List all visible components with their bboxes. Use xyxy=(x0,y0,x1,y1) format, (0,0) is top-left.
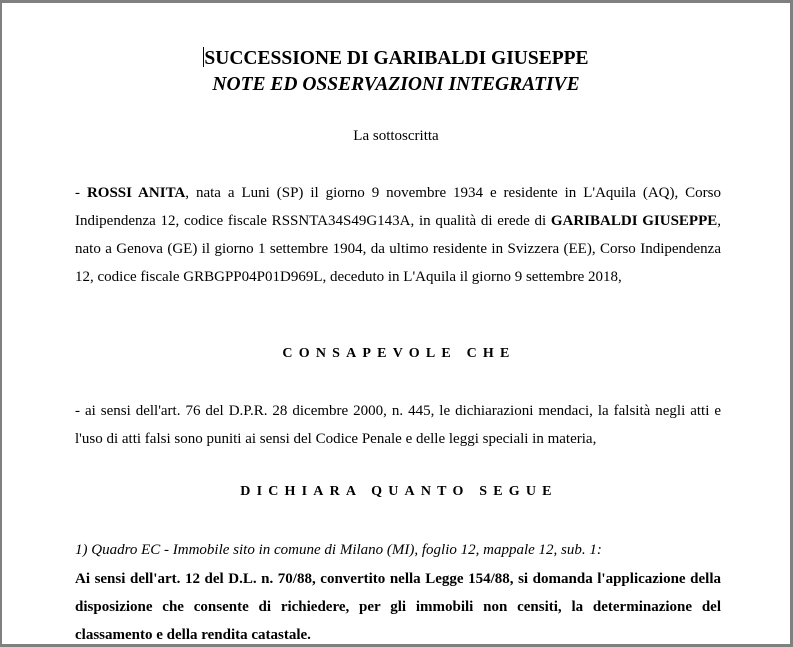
declarant-text-1: , nata a Luni (SP) il giorno 9 novembre 1934 e residente in L'Aquila (AQ), Corso Indipendenza 12, codice fiscale RSSNTA34S49G143A, in qualità di erede di xyxy=(75,185,722,229)
document-title-text: SUCCESSIONE DI GARIBALDI GIUSEPPE xyxy=(204,48,589,69)
deceased-name: GARIBALDI GIUSEPPE xyxy=(550,213,718,229)
item-body: Ai sensi dell'art. 12 del D.L. n. 70/88, convertito nella Legge 154/88, si domanda l'applicazione della disposizione che consente di richiedere, per gli immobili non censiti, la determinazione del classamento e della rendita catastale. xyxy=(75,571,721,643)
heading-dichiara: DICHIARA QUANTO SEGUE xyxy=(240,484,558,499)
declarant-text-2: , nato a Genova (GE) il giorno 1 settembre 1904, da ultimo residente in Svizzera (EE), Corso Indipendenza 12, codice fiscale GRBGPP04P01D969L, deceduto in L'Aquila il giorno 9 settembre 2018, xyxy=(75,213,722,285)
declarant-prefix: - xyxy=(75,185,87,201)
declarant-paragraph xyxy=(75,179,721,291)
declarant-name: ROSSI ANITA xyxy=(86,185,186,201)
item-header: 1) Quadro EC - Immobile sito in comune di Milano (MI), foglio 12, mappale 12, sub. 1: xyxy=(75,542,602,558)
heading-consapevole-che: CONSAPEVOLE CHE xyxy=(282,346,516,361)
document-subtitle: NOTE ED OSSERVAZIONI INTEGRATIVE xyxy=(212,74,580,95)
awareness-paragraph: - ai sensi dell'art. 76 del D.P.R. 28 dicembre 2000, n. 445, le dichiarazioni mendaci, la falsità negli atti e l'uso di atti falsi sono puniti ai sensi del Codice Penale e delle leggi speciali in materia, xyxy=(75,403,721,447)
intro-text: La sottoscritta xyxy=(353,128,439,144)
document-page[interactable] xyxy=(2,3,790,644)
document-title xyxy=(2,47,790,70)
